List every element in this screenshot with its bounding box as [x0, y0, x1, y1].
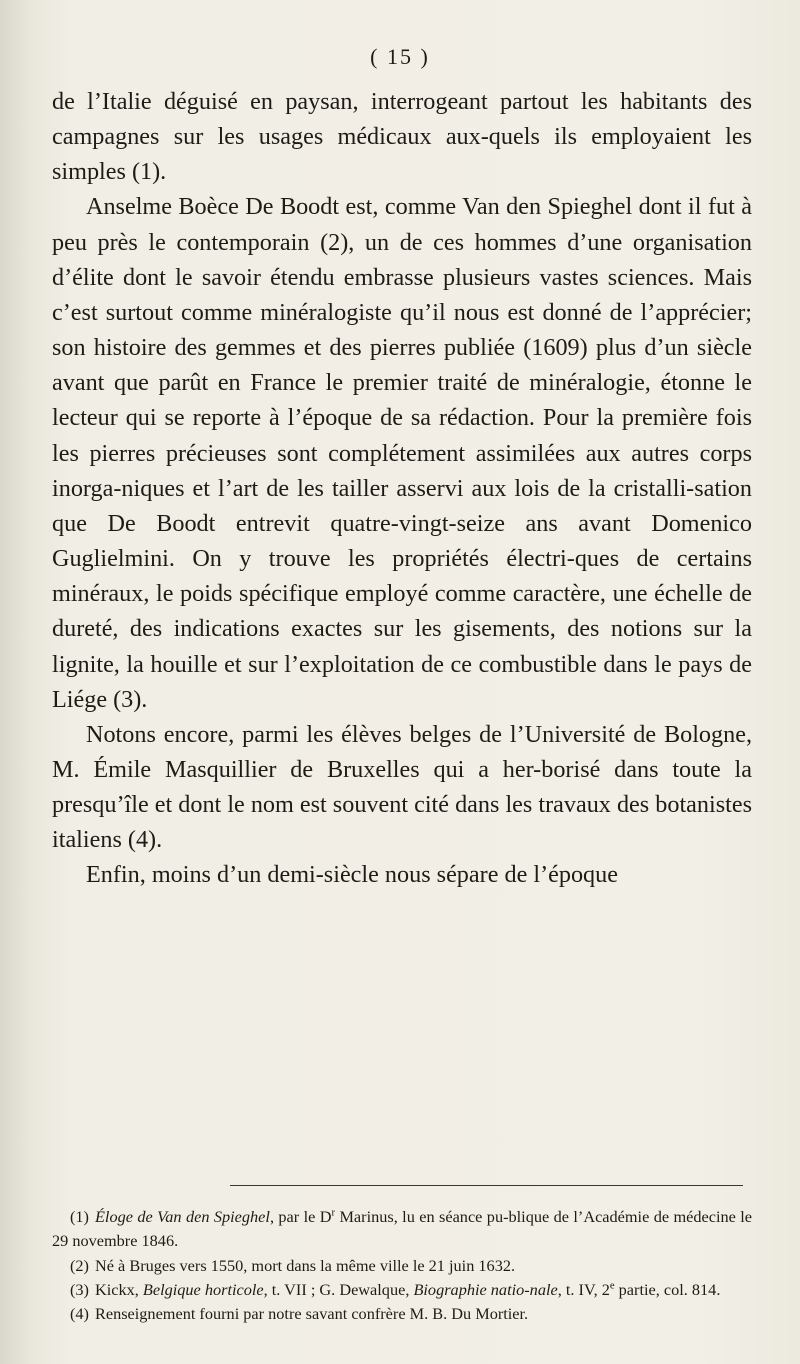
paragraph-3: Notons encore, parmi les élèves belges de l’Université de Bologne, M. Émile Masquillier de Bruxelles qui a her-borisé dans toute la presqu’île et dont le nom est souvent cité dans les travaux des botanistes italiens (4). [52, 720, 752, 854]
paragraph-1: de l’Italie déguisé en paysan, interrogeant partout les habitants des campagnes sur les usages médicaux aux-quels ils employaient les simples (1). [52, 88, 752, 186]
footnote-2 [52, 1254, 752, 1278]
footnote-text: , t. VII ; G. Dewalque, [263, 1279, 414, 1299]
footnotes [52, 1205, 752, 1326]
main-text [52, 84, 752, 893]
footnote-text: Kickx, [94, 1279, 143, 1299]
footnote-text: Né à Bruges vers 1550, mort dans la même ville le 21 juin 1632. [94, 1255, 516, 1275]
footnote-superscript: e [609, 1280, 615, 1292]
footnote-text: partie, col. 814. [614, 1279, 721, 1299]
footnote-divider [230, 1185, 743, 1186]
footnote-title: Belgique horticole [142, 1279, 264, 1299]
footnote-3 [52, 1278, 752, 1302]
footnote-number: (2) [70, 1255, 89, 1275]
footnote-superscript: r [331, 1207, 336, 1219]
footnote-text: , par le D [269, 1207, 332, 1226]
footnote-title: Biographie natio-nale [413, 1279, 558, 1299]
paragraph-2: Anselme Boèce De Boodt est, comme Van den Spieghel dont il fut à peu près le contemporain (2), un de ces hommes d’une organisation d’élite dont le savoir étendu embrasse plusieurs vastes sciences. Mais c’est surtout comme minéralogiste qu’il nous est donné de l’apprécier; son histoire des gemmes et des pierres publiée (1609) plus d’un siècle avant que parût en France le premier traité de minéralogie, étonne le lecteur qui se reporte à l’époque de sa rédaction. Pour la première fois les pierres précieuses sont complétement assimilées aux autres corps inorga-niques et l’art de les tailler asservi aux lois de la cristalli-sation que De Boodt entrevit quatre-vingt-seize ans avant Domenico Guglielmini. On y trouve les propriétés électri-ques de certains minéraux, le poids spécifique employé comme caractère, une échelle de dureté, des indications exactes sur les gisements, des notions sur la lignite, la houille et sur l’exploitation de ce combustible dans le pays de Liége (3). [52, 193, 752, 713]
paragraph-4: Enfin, moins d’un demi-siècle nous sépare de l’époque [86, 861, 618, 889]
footnote-number: (3) [70, 1279, 89, 1299]
footnote-number: (4) [70, 1304, 89, 1324]
footnote-title: Éloge de Van den Spieghel [94, 1207, 270, 1226]
footnote-1 [52, 1205, 752, 1254]
footnote-text: Renseignement fourni par notre savant confrère M. B. Du Mortier. [94, 1304, 529, 1324]
footnote-text: Marinus, lu en séance pu-blique de l’Académie de médecine le 29 novembre 1846. [52, 1207, 753, 1251]
footnote-text: , t. IV, 2 [557, 1279, 610, 1299]
page-number: ( 15 ) [370, 44, 430, 69]
footnote-4 [52, 1302, 752, 1326]
footnote-number: (1) [70, 1207, 89, 1226]
